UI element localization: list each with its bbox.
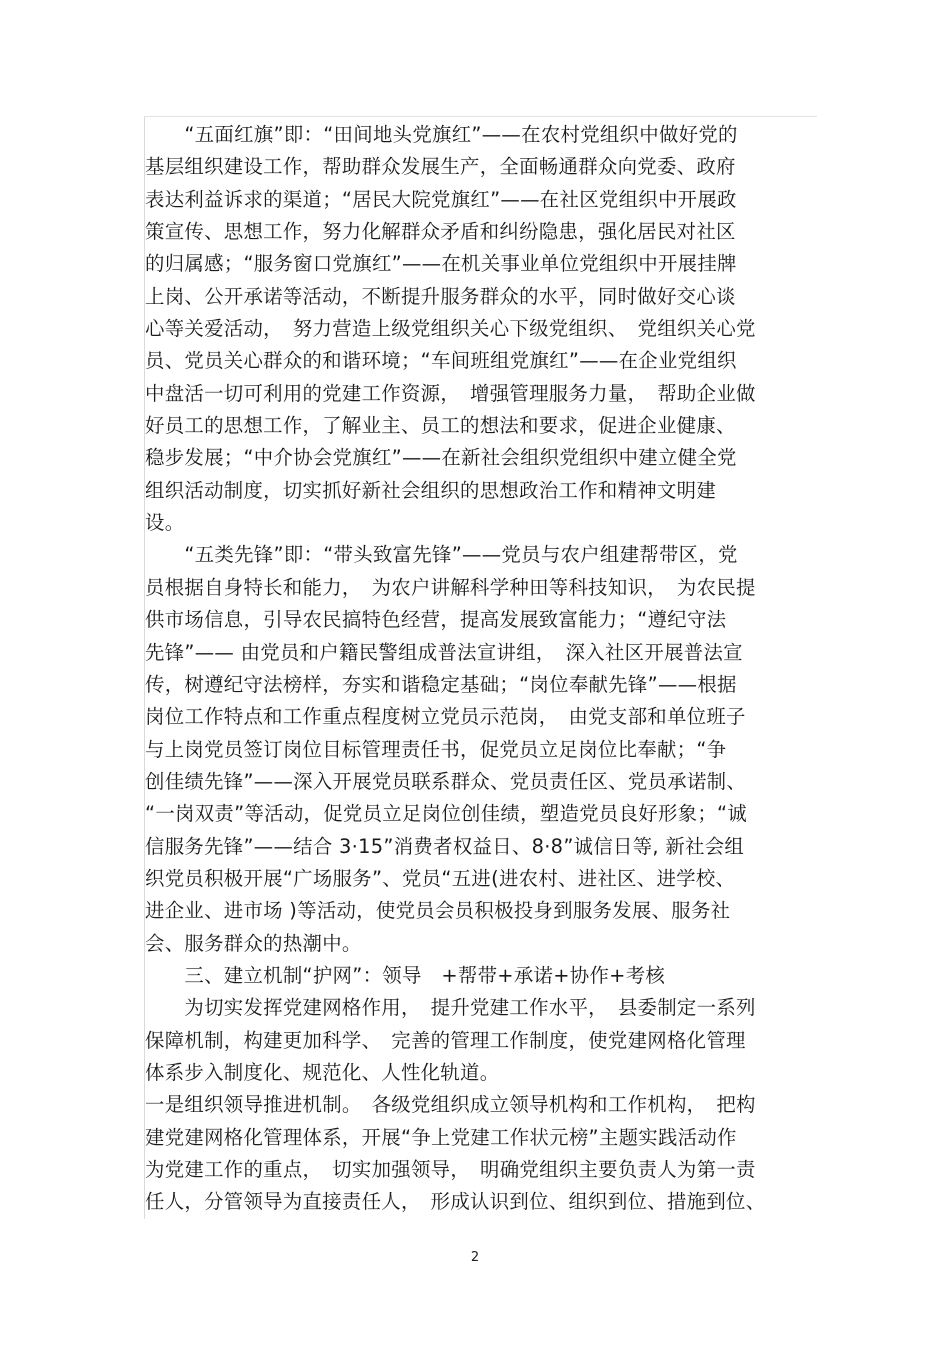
text-line: 任人，分管领导为直接责任人， 形成认识到位、组织到位、措施到位、: [145, 1190, 766, 1214]
text-line: 稳步发展；“中介协会党旗红”——在新社会组织党组织中建立健全党: [145, 446, 737, 470]
text-line: 心等关爱活动， 努力营造上级党组织关心下级党组织、 党组织关心党: [145, 317, 756, 341]
text-line: 织党员积极开展“广场服务”、党员“五进(进农村、进社区、进学校、: [145, 866, 736, 890]
text-line: 保障机制，构建更加科学、 完善的管理工作制度，使党建网格化管理: [145, 1028, 746, 1052]
text-line: 与上岗党员签订岗位目标管理责任书，促党员立足岗位比奉献；“争: [145, 737, 727, 761]
text-line: 信服务先锋”——结合 3·15”消费者权益日、8·8”诚信日等, 新社会组: [145, 834, 745, 858]
text-line: 供市场信息，引导农民搞特色经营，提高发展致富能力；“遵纪守法: [145, 608, 727, 632]
text-line: 创佳绩先锋”——深入开展党员联系群众、党员责任区、党员承诺制、: [145, 769, 747, 793]
text-line: 设。: [145, 511, 185, 535]
text-line: 体系步入制度化、规范化、人性化轨道。: [145, 1060, 500, 1084]
text-line: 为党建工作的重点， 切实加强领导， 明确党组织主要负责人为第一责: [145, 1158, 756, 1181]
text-line: 员根据自身特长和能力， 为农户讲解科学种田等科技知识， 为农民提: [145, 575, 756, 599]
text-line: 岗位工作特点和工作重点程度树立党员示范岗， 由党支部和单位班子: [145, 705, 746, 729]
page-number: 2: [470, 1250, 480, 1265]
text-line: 建党建网格化管理体系，开展“争上党建工作状元榜”主题实践活动作: [145, 1125, 737, 1149]
text-line: 基层组织建设工作，帮助群众发展生产，全面畅通群众向党委、政府: [145, 155, 736, 179]
document-body: [144, 116, 817, 1219]
text-line: 表达利益诉求的渠道；“居民大院党旗红”——在社区党组织中开展政: [145, 187, 737, 211]
text-line: 的归属感；“服务窗口党旗红”——在机关事业单位党组织中开展挂牌: [145, 252, 737, 276]
text-line: 上岗、公开承诺等活动，不断提升服务群众的水平，同时做好交心谈: [145, 284, 736, 308]
text-line: 传，树遵纪守法榜样，夯实和谐稳定基础；“岗位奉献先锋”——根据: [145, 672, 737, 696]
text-line: “一岗双责”等活动，促党员立足岗位创佳绩，塑造党员良好形象；“诚: [145, 802, 748, 826]
text-line: 好员工的思想工作，了解业主、员工的想法和要求，促进企业健康、: [145, 414, 736, 438]
text-line: 为切实发挥党建网格作用， 提升党建工作水平， 县委制定一系列: [145, 996, 756, 1020]
text-line: 进企业、进市场 )等活动，使党员会员积极投身到服务发展、服务社: [145, 899, 731, 923]
text-line: 策宣传、思想工作，努力化解群众矛盾和纠纷隐患，强化居民对社区: [145, 220, 736, 244]
text-line: 组织活动制度，切实抓好新社会组织的思想政治工作和精神文明建: [145, 478, 717, 502]
text-line: “五面红旗”即：“田间地头党旗红”——在农村党组织中做好党的: [145, 123, 738, 146]
text-line: 三、建立机制“护网”：领导 +帮带+承诺+协作+考核: [145, 963, 666, 987]
text-line: 先锋”—— 由党员和户籍民警组成普法宣讲组， 深入社区开展普法宣: [145, 640, 743, 664]
text-line: 员、党员关心群众的和谐环境；“车间班组党旗红”——在企业党组织: [145, 349, 737, 373]
text-line: “五类先锋”即：“带头致富先锋”——党员与农户组建帮带区，党: [145, 543, 738, 567]
text-line: 会、服务群众的热潮中。: [145, 931, 362, 955]
text-line: 一是组织领导推进机制。 各级党组织成立领导机构和工作机构， 把构: [145, 1093, 756, 1117]
text-line: 中盘活一切可利用的党建工作资源， 增强管理服务力量， 帮助企业做: [145, 381, 756, 405]
